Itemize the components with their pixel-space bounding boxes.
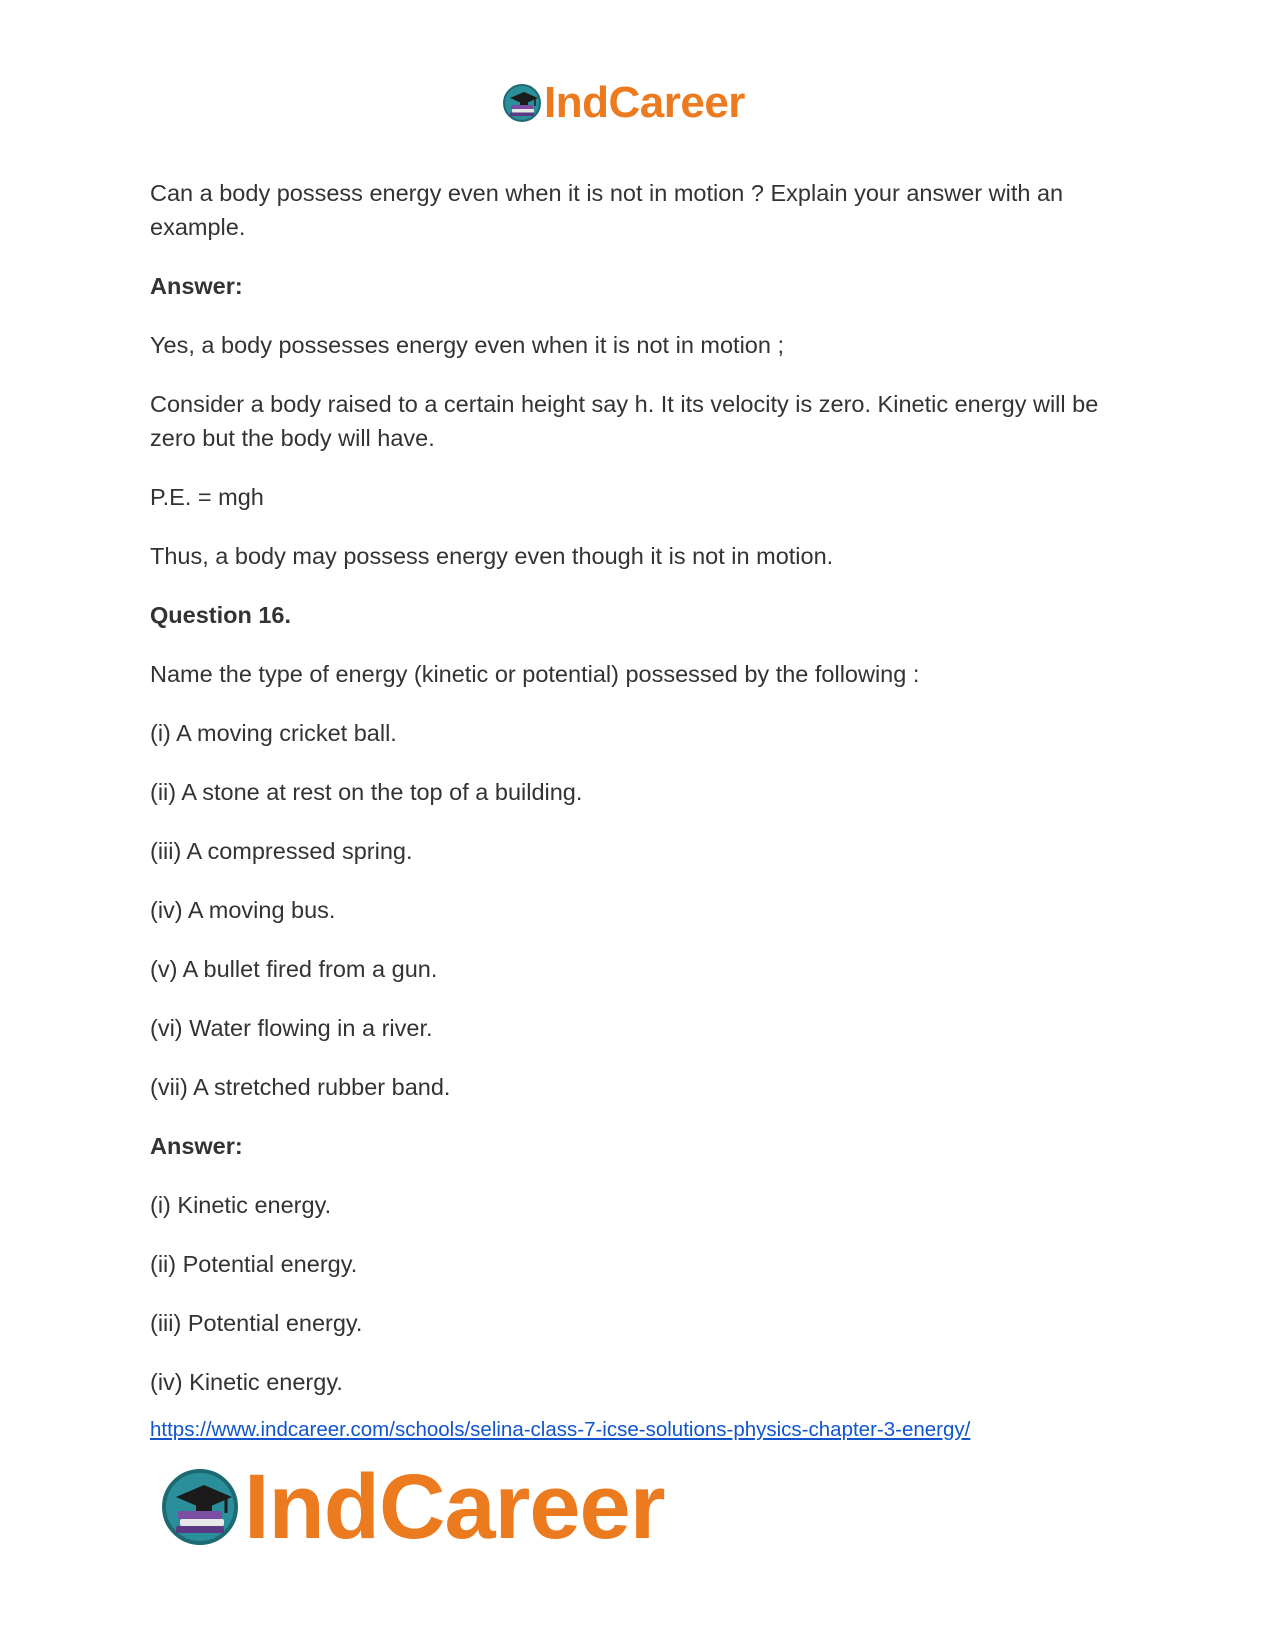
- footer-brand-name: IndCareer: [244, 1456, 665, 1558]
- answer-paragraph: Consider a body raised to a certain height say h. It its velocity is zero. Kinetic energy will be zero but the body will have.: [150, 391, 1099, 451]
- answer-item: (ii) Potential energy.: [150, 1251, 358, 1277]
- footer-logo: [160, 1456, 665, 1558]
- document-body: [150, 176, 1130, 1399]
- graduation-cap-books-icon: [502, 83, 542, 123]
- question-item: (vi) Water flowing in a river.: [150, 1015, 433, 1041]
- source-link[interactable]: https://www.indcareer.com/schools/selina-class-7-icse-solutions-physics-chapter-3-energy/: [150, 1418, 971, 1441]
- answer-paragraph: Thus, a body may possess energy even though it is not in motion.: [150, 543, 834, 569]
- answer-heading: Answer:: [150, 1133, 243, 1159]
- answer-item: (i) Kinetic energy.: [150, 1192, 332, 1218]
- answer-item: (iii) Potential energy.: [150, 1310, 363, 1336]
- question-item: (i) A moving cricket ball.: [150, 720, 397, 746]
- answer-item: (iv) Kinetic energy.: [150, 1369, 343, 1395]
- formula-line: P.E. = mgh: [150, 484, 264, 510]
- graduation-cap-books-icon: [160, 1467, 240, 1547]
- question-text: Name the type of energy (kinetic or potential) possessed by the following :: [150, 661, 920, 687]
- answer-paragraph: Yes, a body possesses energy even when it is not in motion ;: [150, 332, 785, 358]
- question-item: (iii) A compressed spring.: [150, 838, 413, 864]
- answer-heading: Answer:: [150, 273, 243, 299]
- header-brand-name: IndCareer: [544, 78, 745, 127]
- question-item: (v) A bullet fired from a gun.: [150, 956, 438, 982]
- question-item: (iv) A moving bus.: [150, 897, 336, 923]
- question-item: (vii) A stretched rubber band.: [150, 1074, 451, 1100]
- question-heading: Question 16.: [150, 602, 292, 628]
- header-logo: [502, 78, 745, 128]
- question-text: Can a body possess energy even when it is not in motion ? Explain your answer with an example.: [150, 180, 1064, 240]
- question-item: (ii) A stone at rest on the top of a building.: [150, 779, 583, 805]
